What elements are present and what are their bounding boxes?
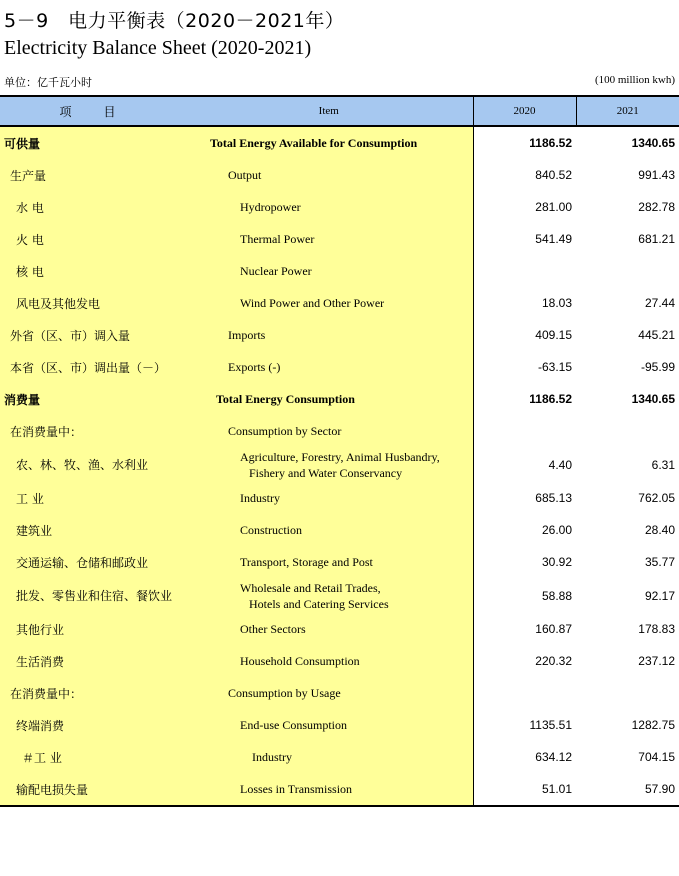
row-label-cn: 外省（区、市）调入量: [0, 319, 185, 351]
value-2021: 282.78: [638, 200, 675, 214]
value-2020: 1186.52: [529, 392, 572, 406]
row-label-cn: 在消费量中：: [0, 677, 185, 709]
value-2021: [576, 677, 679, 709]
table-row: [0, 514, 679, 546]
value-2020: 281.00: [535, 200, 572, 214]
value-2020: 18.03: [541, 296, 572, 310]
row-label-en: Total Energy Available for Consumption: [185, 126, 473, 159]
value-2020: 409.15: [535, 328, 572, 342]
row-label-en-line1: Wholesale and Retail Trades,: [240, 580, 381, 595]
value-2021: 1340.65: [631, 136, 675, 150]
table-row: [0, 351, 679, 383]
column-header-2020: 2020: [473, 96, 576, 126]
row-label-en-line1: Agriculture, Forestry, Animal Husbandry,: [240, 449, 440, 464]
row-label-en: [185, 578, 473, 613]
page-title-en: Electricity Balance Sheet (2020-2021): [4, 37, 312, 59]
unit-label-en: (100 million kwh): [594, 74, 675, 86]
row-label-cn: 终端消费: [0, 709, 185, 741]
balance-table: [0, 95, 679, 807]
value-2020: [473, 255, 576, 287]
table-row: [0, 645, 679, 677]
value-2021: 28.40: [644, 523, 675, 537]
value-2021: 681.21: [638, 232, 675, 246]
row-label-cn: 生活消费: [0, 645, 185, 677]
value-2021: 92.17: [644, 588, 675, 603]
row-label-cn: 消费量: [0, 383, 185, 415]
value-2021: 27.44: [644, 296, 675, 310]
row-label-en: Exports (-): [185, 351, 473, 383]
row-label-en: Thermal Power: [185, 223, 473, 255]
row-label-cn: 风电及其他发电: [0, 287, 185, 319]
row-label-en: Total Energy Consumption: [185, 383, 473, 415]
row-label-cn: 农、林、牧、渔、水利业: [0, 447, 185, 482]
row-label-cn: 在消费量中：: [0, 415, 185, 447]
table-row: [0, 447, 679, 482]
value-2021: 991.43: [638, 168, 675, 182]
row-label-en: Construction: [185, 514, 473, 546]
value-2021: 6.31: [651, 457, 675, 472]
value-2021: 178.83: [638, 622, 675, 636]
row-label-en: Hydropower: [185, 191, 473, 223]
value-2020: 1135.51: [529, 718, 572, 732]
row-label-cn: 核 电: [0, 255, 185, 287]
unit-label-cn: 单位：亿千瓦小时: [4, 76, 92, 89]
table-row: [0, 159, 679, 191]
column-header-item-en: Item: [185, 96, 473, 126]
value-2021: 1282.75: [631, 718, 675, 732]
table-row: [0, 709, 679, 741]
table-row: [0, 578, 679, 613]
value-2020: [473, 677, 576, 709]
row-label-cn: 建筑业: [0, 514, 185, 546]
row-label-cn: 本省（区、市）调出量（－）: [0, 351, 185, 383]
row-label-en: Imports: [185, 319, 473, 351]
value-2020: 1186.52: [529, 136, 572, 150]
value-2020: 26.00: [541, 523, 572, 537]
value-2021: 57.90: [576, 773, 679, 806]
table-row: [0, 482, 679, 514]
row-label-cn: ＃工 业: [0, 741, 185, 773]
value-2021: -95.99: [640, 360, 675, 374]
table-row: [0, 546, 679, 578]
value-2020: [473, 415, 576, 447]
table-header-row: [0, 96, 679, 126]
row-label-en: End-use Consumption: [185, 709, 473, 741]
row-label-cn: 交通运输、仓储和邮政业: [0, 546, 185, 578]
value-2021: 704.15: [638, 750, 675, 764]
row-label-en: Industry: [185, 482, 473, 514]
row-label-en: Consumption by Usage: [185, 677, 473, 709]
table-row: [0, 255, 679, 287]
row-label-cn: 可供量: [0, 126, 185, 159]
value-2020: 58.88: [541, 588, 572, 603]
table-row: [0, 223, 679, 255]
column-header-item-cn: 项 目: [0, 96, 185, 126]
row-label-en: Wind Power and Other Power: [185, 287, 473, 319]
value-2020: 220.32: [535, 654, 572, 668]
row-label-en: Nuclear Power: [185, 255, 473, 287]
value-2021: 237.12: [638, 654, 675, 668]
table-row: [0, 773, 679, 806]
row-label-en: Other Sectors: [185, 613, 473, 645]
column-header-2021: 2021: [576, 96, 679, 126]
value-2020: 160.87: [535, 622, 572, 636]
row-label-en: [185, 447, 473, 482]
table-row: [0, 287, 679, 319]
page-title-cn: 5－9 电力平衡表（2020－2021年）: [4, 10, 345, 32]
row-label-cn: 其他行业: [0, 613, 185, 645]
table-row: [0, 741, 679, 773]
table-row: [0, 677, 679, 709]
value-2021: 1340.65: [631, 392, 675, 406]
row-label-en-line2: Fishery and Water Conservancy: [249, 465, 403, 480]
row-label-en: Losses in Transmission: [185, 773, 473, 806]
table-row: [0, 415, 679, 447]
row-label-cn: 批发、零售业和住宿、餐饮业: [0, 578, 185, 613]
value-2020: 685.13: [535, 491, 572, 505]
row-label-cn: 输配电损失量: [0, 773, 185, 806]
value-2021: 445.21: [638, 328, 675, 342]
table-row: [0, 126, 679, 159]
value-2021: [576, 255, 679, 287]
value-2020: 51.01: [473, 773, 576, 806]
row-label-cn: 生产量: [0, 159, 185, 191]
row-label-en: Transport, Storage and Post: [185, 546, 473, 578]
value-2020: 4.40: [548, 457, 572, 472]
row-label-en: Household Consumption: [185, 645, 473, 677]
value-2020: 634.12: [535, 750, 572, 764]
value-2021: [576, 415, 679, 447]
value-2020: 30.92: [541, 555, 572, 569]
value-2020: 541.49: [535, 232, 572, 246]
row-label-en: Consumption by Sector: [185, 415, 473, 447]
table-row: [0, 613, 679, 645]
value-2020: 840.52: [535, 168, 572, 182]
row-label-en-line2: Hotels and Catering Services: [249, 596, 389, 611]
table-row: [0, 383, 679, 415]
value-2020: -63.15: [537, 360, 572, 374]
table-row: [0, 191, 679, 223]
value-2021: 762.05: [638, 491, 675, 505]
row-label-cn: 工 业: [0, 482, 185, 514]
table-row: [0, 319, 679, 351]
row-label-cn: 水 电: [0, 191, 185, 223]
row-label-en: Output: [185, 159, 473, 191]
row-label-cn: 火 电: [0, 223, 185, 255]
value-2021: 35.77: [644, 555, 675, 569]
row-label-en: Industry: [185, 741, 473, 773]
